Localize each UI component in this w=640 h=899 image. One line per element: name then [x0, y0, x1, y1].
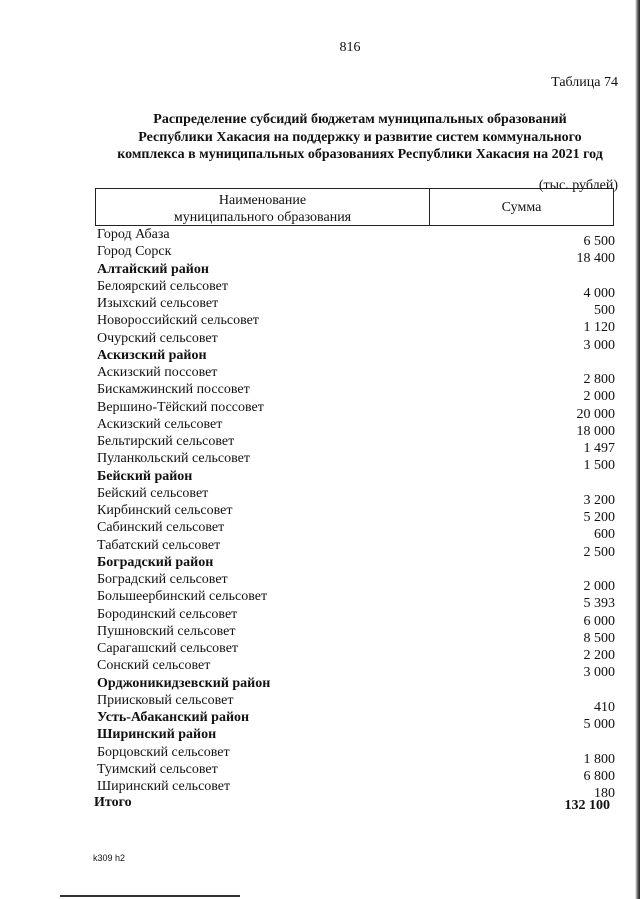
row-name: Большеербинский сельсовет [97, 589, 268, 605]
row-value: 5 200 [583, 510, 615, 525]
table-row [0, 278, 640, 301]
header-name-column [96, 189, 430, 225]
row-name: Город Сорск [97, 244, 172, 260]
table-row [0, 295, 640, 318]
row-name: Пуланкольский сельсовет [97, 451, 251, 467]
table-row [0, 399, 640, 422]
row-value: 3 200 [583, 492, 615, 508]
row-name: Алтайский район [97, 261, 209, 277]
table-label: Таблица 74 [551, 75, 618, 90]
row-name: Бейский район [97, 468, 193, 484]
row-name: Аскизский сельсовет [97, 416, 223, 432]
total-value: 132 100 [564, 798, 610, 814]
title-line-3: комплекса в муниципальных образованиях Республики Хакасия на 2021 год [117, 147, 603, 162]
table-row [0, 588, 640, 612]
row-value: 1 500 [583, 458, 615, 474]
row-value: 2 500 [583, 544, 615, 560]
table-row [0, 243, 640, 267]
district-row [0, 726, 640, 743]
footer-code: k309 h2 [93, 853, 126, 863]
row-value: 18 400 [576, 251, 615, 267]
table-row [0, 623, 640, 646]
row-name: Бородинский сельсовет [97, 606, 238, 622]
row-name: Бискамжинский поссовет [97, 382, 250, 398]
title-line-2: Республики Хакасия на поддержку и развитие систем коммунального [138, 129, 582, 145]
table-row [0, 761, 640, 784]
district-row [0, 347, 640, 364]
row-value: 1 800 [583, 751, 615, 767]
row-name: Борцовский сельсовет [97, 744, 230, 760]
row-name: Очурский сельсовет [97, 330, 218, 346]
row-name: Новороссийский сельсовет [97, 313, 259, 329]
table-row [0, 606, 640, 629]
table-body [0, 226, 640, 813]
row-value: 2 000 [583, 389, 615, 405]
district-row [0, 709, 640, 732]
table-row [0, 485, 640, 508]
row-value: 8 500 [583, 630, 615, 646]
table-row [0, 330, 640, 353]
row-value: 500 [594, 303, 615, 318]
header-name-line-2: муниципального образования [173, 210, 352, 225]
table-row [0, 640, 640, 663]
header-sum-column: Сумма [501, 200, 542, 215]
row-name: Белоярский сельсовет [97, 278, 228, 294]
table-row [0, 450, 640, 474]
row-name: Табатский сельсовет [97, 537, 221, 553]
row-name: Туимский сельсовет [97, 761, 218, 777]
row-name: Усть-Абаканский район [97, 710, 250, 725]
scan-bottom-line [60, 895, 240, 897]
row-value: 1 120 [583, 320, 615, 336]
total-row [0, 795, 640, 812]
table-row [0, 364, 640, 387]
row-name: Боградский сельсовет [97, 572, 228, 587]
row-name: Ширинский район [97, 727, 217, 743]
row-name: Изыхский сельсовет [97, 296, 219, 311]
row-value: 6 800 [583, 768, 615, 784]
row-value: 180 [594, 786, 615, 801]
document-title [80, 111, 640, 164]
row-name: Ширинский сельсовет [97, 779, 231, 794]
row-value: 6 500 [583, 234, 615, 249]
row-name: Бельтирский сельсовет [97, 434, 235, 449]
table-row [0, 692, 640, 715]
district-row [0, 554, 640, 571]
table-row [0, 502, 640, 525]
total-label: Итого [94, 795, 132, 811]
row-name: Боградский район [97, 554, 214, 570]
table-row [0, 744, 640, 767]
row-value: 4 000 [583, 285, 615, 301]
row-value: 5 000 [583, 717, 615, 732]
row-name: Город Абаза [97, 227, 170, 242]
row-value: 600 [594, 527, 615, 543]
row-value: 410 [594, 699, 615, 715]
row-value: 2 000 [583, 579, 615, 594]
row-value: 6 000 [583, 613, 615, 629]
page-number: 816 [339, 40, 361, 55]
header-name-line-1: Наименование [218, 193, 307, 208]
table-row [0, 416, 640, 439]
row-value: 1 497 [583, 441, 615, 456]
row-name: Бейский сельсовет [97, 485, 209, 501]
row-name: Вершино-Тёйский поссовет [97, 399, 264, 415]
row-name: Кирбинский сельсовет [97, 503, 233, 518]
row-name: Сабинский сельсовет [97, 520, 225, 536]
table-row [0, 657, 640, 681]
row-value: 3 000 [583, 665, 615, 681]
table-row [0, 778, 640, 801]
scan-edge [635, 0, 640, 899]
table-header [95, 188, 614, 226]
row-name: Сонский сельсовет [97, 658, 211, 674]
table-row [0, 571, 640, 594]
table-row [0, 226, 640, 249]
row-name: Аскизский поссовет [97, 365, 218, 380]
row-value: 5 393 [583, 596, 615, 612]
row-value: 18 000 [576, 423, 615, 439]
table-row [0, 537, 640, 560]
row-name: Приисковый сельсовет [97, 692, 234, 708]
district-row [0, 675, 640, 692]
row-name: Пушновский сельсовет [97, 623, 236, 639]
row-value: 3 000 [583, 337, 615, 353]
district-row [0, 261, 640, 278]
table-row [0, 519, 640, 543]
table-row [0, 381, 640, 405]
row-name: Сарагашский сельсовет [97, 641, 239, 656]
district-row [0, 468, 640, 485]
title-line-1: Распределение субсидий бюджетам муниципальных образований [153, 112, 567, 127]
row-value: 2 800 [583, 372, 615, 387]
row-value: 2 200 [583, 648, 615, 663]
table-row [0, 433, 640, 456]
row-value: 20 000 [576, 406, 615, 422]
unit-label: (тыс. рублей) [538, 178, 618, 193]
row-name: Орджоникидзевский район [97, 675, 271, 691]
table-row [0, 312, 640, 336]
row-name: Аскизский район [97, 347, 207, 363]
